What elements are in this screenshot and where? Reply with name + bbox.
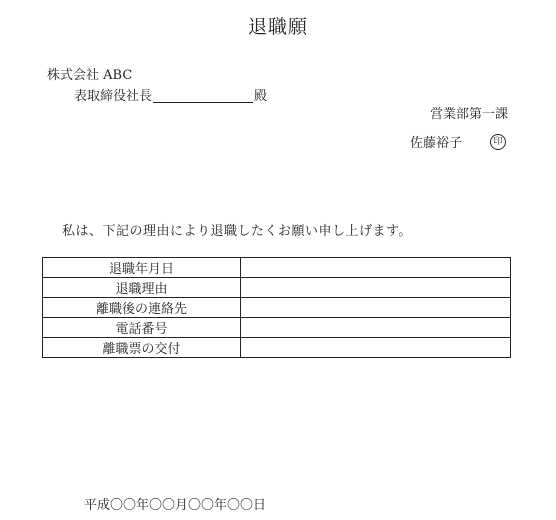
row-label: 退職年月日 <box>43 258 241 278</box>
addressee-name-blank <box>153 90 253 103</box>
row-value <box>241 338 511 358</box>
row-value <box>241 298 511 318</box>
table-row <box>43 258 511 278</box>
table-row <box>43 298 511 318</box>
row-label: 退職理由 <box>43 278 241 298</box>
row-value <box>241 318 511 338</box>
details-table <box>42 257 511 358</box>
table-row <box>43 338 511 358</box>
row-value <box>241 278 511 298</box>
honorific: 殿 <box>254 89 268 104</box>
document-date: 平成〇〇年〇〇月〇〇年〇〇日 <box>84 498 267 513</box>
table-row <box>43 278 511 298</box>
applicant-name: 佐藤裕子 <box>410 136 463 151</box>
request-statement: 私は、下記の理由により退職したくお願い申し上げます。 <box>62 224 412 239</box>
row-label: 離職票の交付 <box>43 338 241 358</box>
company-name: 株式会社 ABC <box>47 68 133 83</box>
addressee-line <box>74 85 267 104</box>
president-title: 表取締役社長 <box>74 89 153 104</box>
signature-row <box>410 132 506 151</box>
row-value <box>241 258 511 278</box>
department-name: 営業部第一課 <box>429 107 508 122</box>
document-title: 退職願 <box>247 16 308 38</box>
table-row <box>43 318 511 338</box>
row-label: 電話番号 <box>43 318 241 338</box>
seal-mark: 印 <box>490 134 506 150</box>
row-label: 離職後の連絡先 <box>43 298 241 318</box>
